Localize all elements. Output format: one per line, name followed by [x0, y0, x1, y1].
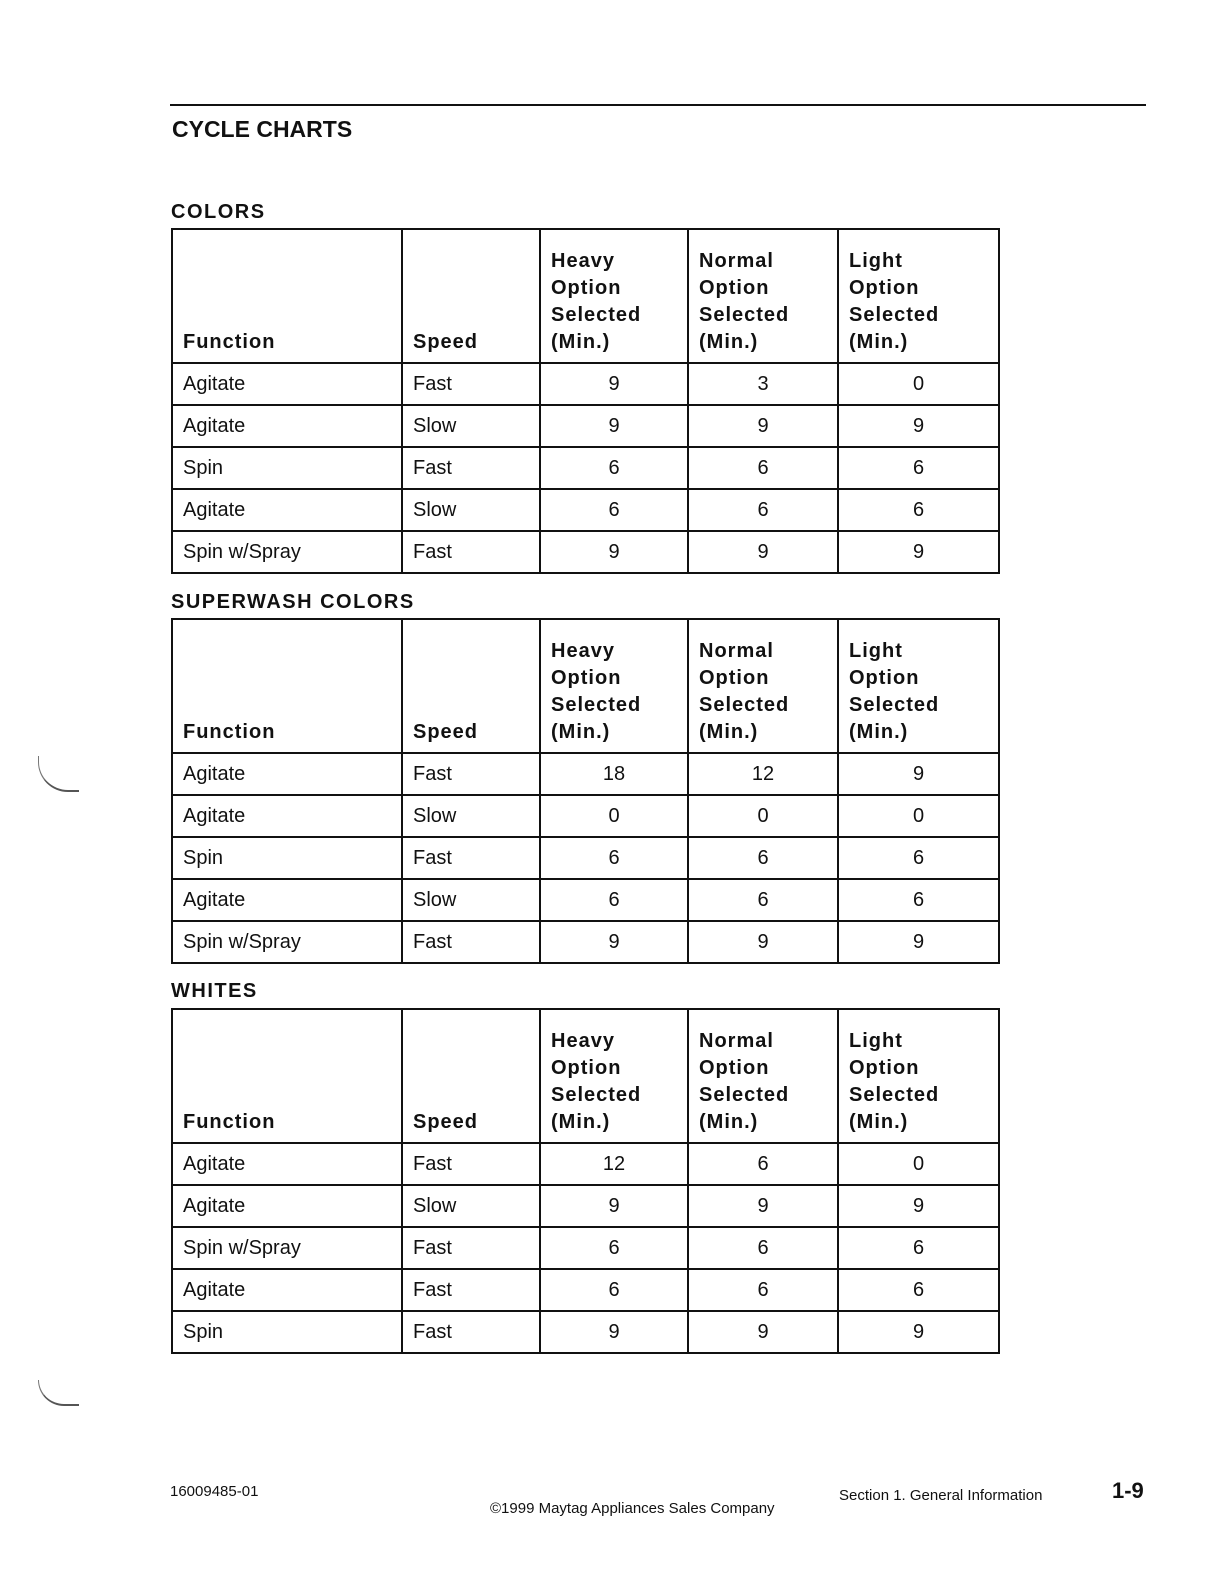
table-row — [172, 753, 999, 795]
header-function: Function — [172, 1009, 402, 1143]
table-row — [172, 1269, 999, 1311]
table-row — [172, 531, 999, 573]
cell-heavy: 9 — [540, 405, 688, 447]
cell-light: 9 — [838, 1311, 999, 1353]
cell-normal: 6 — [688, 1269, 838, 1311]
header-normal: Normal Option Selected (Min.) — [688, 1009, 838, 1143]
cell-normal: 6 — [688, 447, 838, 489]
cell-light: 0 — [838, 795, 999, 837]
cell-heavy: 9 — [540, 1311, 688, 1353]
cell-light: 9 — [838, 1185, 999, 1227]
table-row — [172, 879, 999, 921]
table-row — [172, 795, 999, 837]
cell-function: Spin w/Spray — [172, 1227, 402, 1269]
header-rule — [170, 104, 1146, 106]
table-row — [172, 837, 999, 879]
cell-speed: Slow — [402, 489, 540, 531]
cell-normal: 9 — [688, 1185, 838, 1227]
cell-normal: 9 — [688, 921, 838, 963]
cell-speed: Fast — [402, 1143, 540, 1185]
table-row — [172, 1185, 999, 1227]
cell-light: 9 — [838, 921, 999, 963]
header-speed: Speed — [402, 229, 540, 363]
cell-normal: 6 — [688, 837, 838, 879]
cell-normal: 6 — [688, 879, 838, 921]
cell-heavy: 6 — [540, 879, 688, 921]
cell-speed: Fast — [402, 837, 540, 879]
header-function: Function — [172, 619, 402, 753]
cell-light: 6 — [838, 447, 999, 489]
cycle-table-superwash-colors — [171, 618, 1000, 964]
cell-heavy: 6 — [540, 1227, 688, 1269]
cell-heavy: 6 — [540, 837, 688, 879]
doc-number: 16009485-01 — [170, 1483, 259, 1500]
cell-normal: 0 — [688, 795, 838, 837]
cell-normal: 12 — [688, 753, 838, 795]
header-normal: Normal Option Selected (Min.) — [688, 229, 838, 363]
cell-heavy: 9 — [540, 363, 688, 405]
scan-mark — [38, 1380, 79, 1406]
table-header-row — [172, 1009, 999, 1143]
page-number: 1-9 — [1112, 1478, 1144, 1503]
page-title: CYCLE CHARTS — [172, 116, 353, 142]
section-title-colors: COLORS — [171, 201, 266, 223]
cell-heavy: 9 — [540, 531, 688, 573]
cell-speed: Slow — [402, 1185, 540, 1227]
cell-heavy: 9 — [540, 921, 688, 963]
cell-heavy: 6 — [540, 1269, 688, 1311]
header-heavy: Heavy Option Selected (Min.) — [540, 619, 688, 753]
cell-heavy: 18 — [540, 753, 688, 795]
cell-function: Spin — [172, 837, 402, 879]
cell-light: 9 — [838, 405, 999, 447]
cell-function: Agitate — [172, 1269, 402, 1311]
header-light: Light Option Selected (Min.) — [838, 229, 999, 363]
cell-light: 6 — [838, 489, 999, 531]
cell-heavy: 0 — [540, 795, 688, 837]
cell-speed: Fast — [402, 447, 540, 489]
cell-speed: Fast — [402, 1227, 540, 1269]
table-row — [172, 1227, 999, 1269]
copyright: ©1999 Maytag Appliances Sales Company — [490, 1500, 775, 1517]
header-light: Light Option Selected (Min.) — [838, 1009, 999, 1143]
cell-light: 6 — [838, 1269, 999, 1311]
scan-mark — [38, 756, 79, 792]
table-row — [172, 405, 999, 447]
cell-function: Spin — [172, 1311, 402, 1353]
cell-speed: Fast — [402, 753, 540, 795]
cell-light: 0 — [838, 363, 999, 405]
cell-light: 6 — [838, 1227, 999, 1269]
cell-heavy: 6 — [540, 489, 688, 531]
table-row — [172, 1143, 999, 1185]
cell-light: 6 — [838, 879, 999, 921]
cell-function: Spin w/Spray — [172, 921, 402, 963]
cell-heavy: 6 — [540, 447, 688, 489]
header-light: Light Option Selected (Min.) — [838, 619, 999, 753]
cell-speed: Slow — [402, 405, 540, 447]
table-row — [172, 363, 999, 405]
cell-heavy: 12 — [540, 1143, 688, 1185]
cell-function: Agitate — [172, 363, 402, 405]
cell-function: Agitate — [172, 1143, 402, 1185]
cycle-table-whites — [171, 1008, 1000, 1354]
table-row — [172, 1311, 999, 1353]
cell-speed: Fast — [402, 1311, 540, 1353]
cell-normal: 3 — [688, 363, 838, 405]
table-row — [172, 921, 999, 963]
section-title-superwash-colors: SUPERWASH COLORS — [171, 591, 415, 613]
cell-speed: Fast — [402, 363, 540, 405]
cycle-table-colors — [171, 228, 1000, 574]
table-row — [172, 447, 999, 489]
header-heavy: Heavy Option Selected (Min.) — [540, 229, 688, 363]
cell-light: 6 — [838, 837, 999, 879]
cell-normal: 6 — [688, 1143, 838, 1185]
cell-function: Agitate — [172, 1185, 402, 1227]
cell-speed: Fast — [402, 531, 540, 573]
cell-speed: Slow — [402, 795, 540, 837]
header-normal: Normal Option Selected (Min.) — [688, 619, 838, 753]
table-header-row — [172, 619, 999, 753]
cell-function: Agitate — [172, 795, 402, 837]
table-header-row — [172, 229, 999, 363]
section-label: Section 1. General Information — [839, 1487, 1043, 1504]
section-title-whites: WHITES — [171, 980, 258, 1002]
cell-speed: Slow — [402, 879, 540, 921]
header-speed: Speed — [402, 1009, 540, 1143]
header-speed: Speed — [402, 619, 540, 753]
cell-function: Agitate — [172, 879, 402, 921]
cell-function: Spin w/Spray — [172, 531, 402, 573]
cell-normal: 9 — [688, 1311, 838, 1353]
cell-function: Agitate — [172, 489, 402, 531]
cell-light: 9 — [838, 531, 999, 573]
cell-light: 9 — [838, 753, 999, 795]
header-function: Function — [172, 229, 402, 363]
cell-normal: 6 — [688, 489, 838, 531]
cell-function: Spin — [172, 447, 402, 489]
header-heavy: Heavy Option Selected (Min.) — [540, 1009, 688, 1143]
cell-normal: 9 — [688, 405, 838, 447]
cell-normal: 9 — [688, 531, 838, 573]
cell-function: Agitate — [172, 405, 402, 447]
cell-speed: Fast — [402, 921, 540, 963]
table-row — [172, 489, 999, 531]
cell-light: 0 — [838, 1143, 999, 1185]
cell-heavy: 9 — [540, 1185, 688, 1227]
cell-speed: Fast — [402, 1269, 540, 1311]
cell-normal: 6 — [688, 1227, 838, 1269]
cell-function: Agitate — [172, 753, 402, 795]
